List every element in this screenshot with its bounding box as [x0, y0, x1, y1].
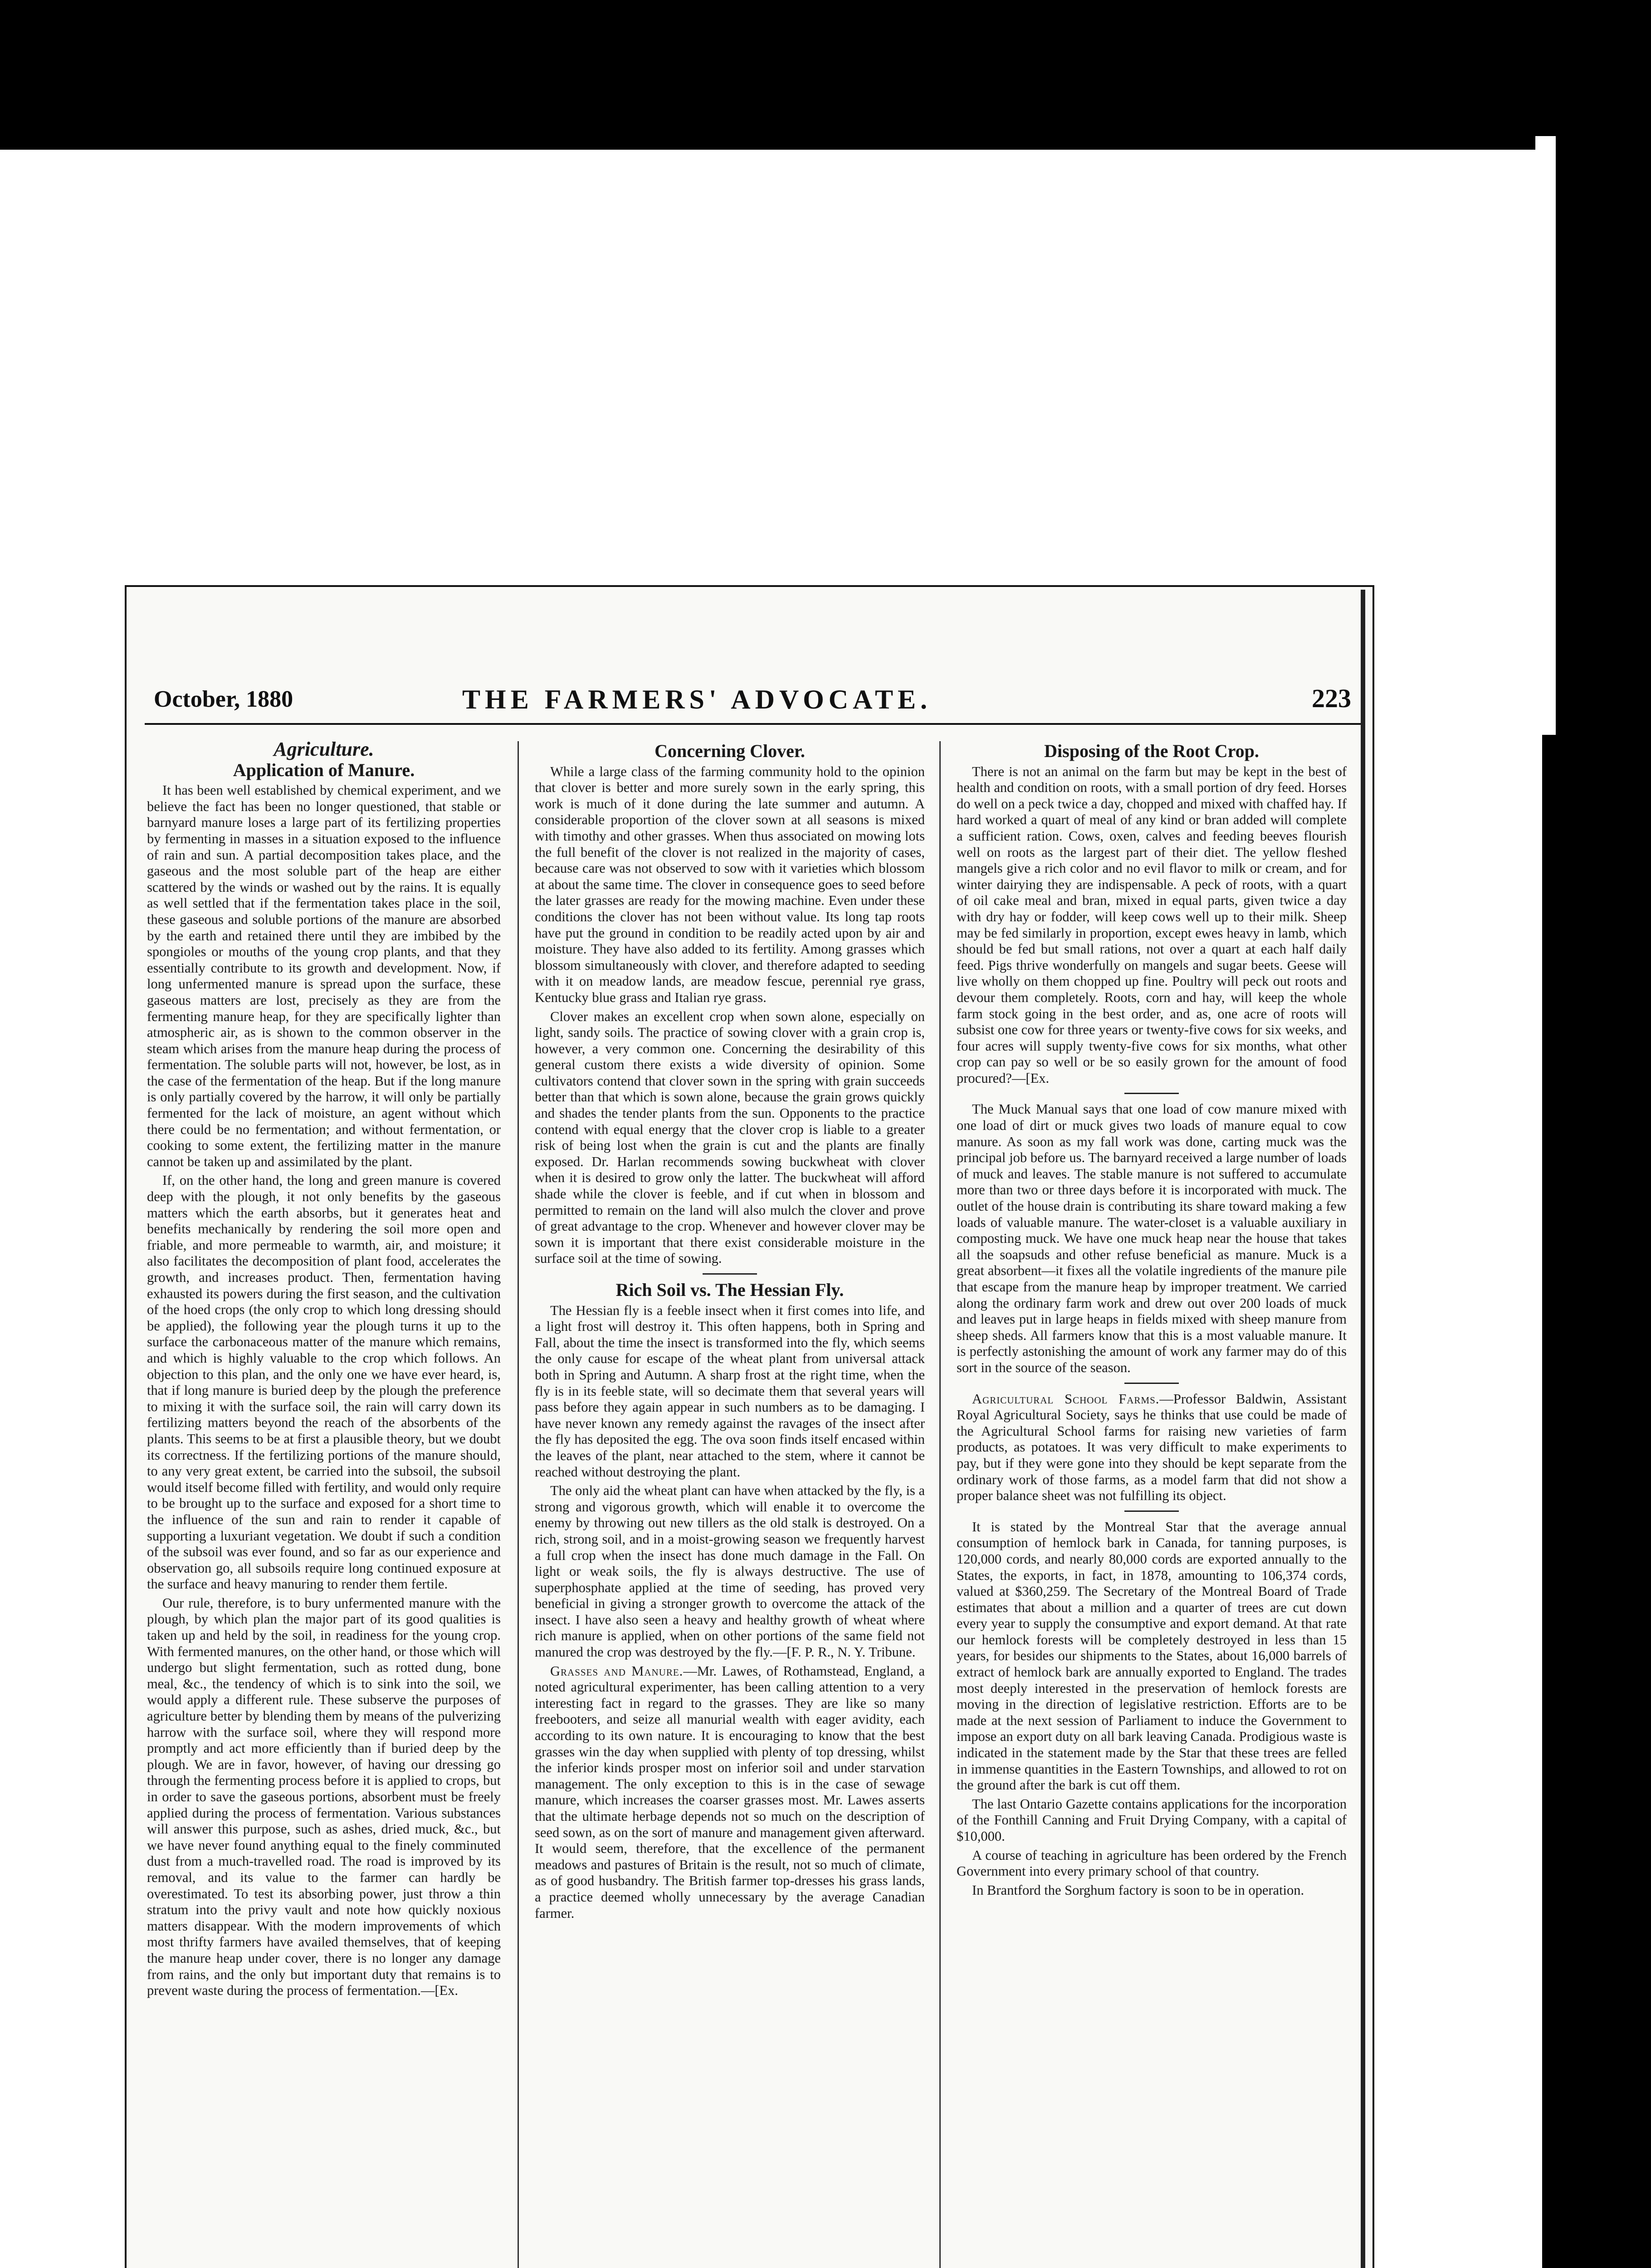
article-paragraph: If, on the other hand, the long and green manure is covered deep with the plough, it not only benefits by the gaseous matters which the earth absorbs, but it generates heat and benefits mechanically by rendering the soil more open and friable, and more permeable to warmth, air, and moisture; it also facilitates the decomposition of plant food, accelerates the growth, and increases product. Then, fermentation having exhausted its powers during the first season, and the cultivation of the hoed crops (the only crop to which long dressing should be applied), the following year the plough turns it up to the surface the carbonaceous matter of the manure which remains, and which is highly valuable to the crop which follows. An objection to this plan, and the only one we have ever heard, is, that if long manure is buried deep by the plough the preference to mixing it with the surface soil, the rain will carry down its fertilizing matters beyond the reach of the absorbents of the plants. This seems to be at first a plausible theory, but we doubt its correctness. If the fertilizing portions of the manure should, to any very great extent, be carried into the subsoil, the subsoil would itself become filled with fertility, and would only require to be brought up to the surface and exposed for a short time to the influence of the sun and rain to render it capable of supporting a luxuriant vegetation. We doubt if such a condition of the subsoil was ever found, and so far as our experience and observation go, all subsoils require long continued exposure at the surface and heavy manuring to render them fertile. [147, 1173, 501, 1592]
divider [1124, 1383, 1179, 1384]
divider [703, 1273, 757, 1275]
newspaper-page [125, 585, 1374, 2268]
divider [1124, 1093, 1179, 1094]
page-number: 223 [1312, 684, 1351, 713]
article-title: Rich Soil vs. The Hessian Fly. [615, 1280, 844, 1300]
article-paragraph: The Hessian fly is a feeble insect when it first comes into life, and a light frost will destroy it. This often happens, both in Spring and Fall, about the time the insect is transformed into the fly, which seems the only cause for escape of the wheat plant from universal attack both in Spring and Autumn. A sharp frost at the right time, when the fly is in its feeble state, will so decimate them that several years will pass before they again appear in such numbers as to be damaging. I have never known any remedy against the ravages of the insect after the fly has deposited the egg. The ova soon finds itself encased within the leaves of the plant, near attached to the stem, where it cannot be reached without destroying the plant. [535, 1302, 925, 1480]
article-paragraph: Our rule, therefore, is to bury unfermented manure with the plough, by which plan the major part of its good qualities is taken up and held by the soil, in readiness for the young crop. With fermented manures, on the other hand, or those which will undergo but slight fermentation, such as rotted dung, bone meal, &c., the tendency of which is to sink into the soil, we would apply a different rule. These subserve the purposes of agriculture better by blending them by means of the pulverizing harrow with the surface soil, where they will respond more promptly and act more efficiently than if buried deep by the plough. We are in favor, however, of having our dressing go through the fermenting process before it is applied to crops, but in order to save the gaseous portions, absorbent must be freely applied during the process of fermentation. Various substances will answer this purpose, such as ashes, dried muck, &c., but we have never found anything equal to the finely comminuted dust from a much-travelled road. The road is improved by its removal, and its value to the farmer can hardly be overestimated. To test its absorbing power, just throw a thin stratum into the privy vault and note how quickly noxious matters disappear. With the modern improvements of which most thrifty farmers have availed themselves, that of keeping the manure heap under cover, there is no longer any damage from rains, and the only but important duty that remains is to prevent waste during the process of fermentation.—[Ex. [147, 1595, 501, 1999]
header-title: THE FARMERS' ADVOCATE. [462, 684, 932, 714]
article-paragraph: The only aid the wheat plant can have when attacked by the fly, is a strong and vigorous growth, which will enable it to overcome the enemy by throwing out new tillers as the old stalk is destroyed. On a rich, strong soil, and in a moist-growing season we frequently harvest a full crop when the insect has done much damage in the Fall. On light or weak soils, the fly is always destructive. The use of superphosphate applied at the time of seeding, has proved very beneficial in giving a stronger growth to overcome the attack of the insect. I have also seen a heavy and healthy growth of wheat where rich manure is applied, when on other portions of the same field not manured the crop was destroyed by the fly.—[F. P. R., N. Y. Tribune. [535, 1483, 925, 1660]
header-rule [145, 723, 1365, 725]
article-paragraph: In Brantford the Sorghum factory is soon to be in operation. [972, 1882, 1304, 1898]
page-edge-shadow [1361, 590, 1365, 2268]
inline-heading: Grasses and Manure. [550, 1663, 684, 1679]
column-2 [535, 741, 925, 1924]
column-3 [957, 741, 1347, 1901]
column-rule [518, 741, 519, 2268]
article-title: Disposing of the Root Crop. [1044, 741, 1259, 761]
article-paragraph: Clover makes an excellent crop when sown alone, especially on light, sandy soils. The practice of sowing clover with a grain crop is, however, a very common one. Concerning the desirability of this general custom there exists a wide diversity of opinion. Some cultivators contend that clover sown in the spring with grain succeeds better than that which is sown alone, because the grain grows quickly and shades the tender plants from the sun. Opponents to the practice contend with equal energy that the clover crop is liable to a greater risk of being lost when the grain is cut and the plants are finally exposed. Dr. Harlan recommends sowing buckwheat with clover when it is desired to grow only the latter. The buckwheat will afford shade while the clover is feeble, and if cut when in blossom and permitted to remain on the land will also mulch the clover and prove of great advantage to the crop. Whenever and however clover may be sown it is important that there exist considerable moisture in the surface soil at the time of sowing. [535, 1008, 925, 1266]
inline-text: —Mr. Lawes, of Rothamstead, England, a noted agricultural experimenter, has been calling attention to a very interesting fact in regard to the grasses. They are like so many freebooters, and seize all manurial wealth with eager avidity, each according to its own nature. It is encouraging to know that the best grasses win the day when supplied with plenty of top dressing, whilst the inferior kinds prosper most on inferior soil and under starvation management. The only exception to this is in the case of sewage manure, which increases the coarser grasses most. Mr. Lawes asserts that the ultimate herbage depends not so much on the description of seed sown, as on the sort of manure and management given afterward. It would seem, therefore, that the excellence of the permanent meadows and pastures of Britain is the result, not so much of climate, as of good husbandry. The British farmer top-dresses his grass lands, a practice deemed wholly unnecessary by the average Canadian farmer. [535, 1663, 925, 1921]
article-paragraph: The last Ontario Gazette contains applications for the incorporation of the Fonthill Canning and Fruit Drying Company, with a capital of $10,000. [957, 1796, 1347, 1844]
article-paragraph: The Muck Manual says that one load of cow manure mixed with one load of dirt or muck gives two loads of manure equal to cow manure. As soon as my fall work was done, carting muck was the principal job before us. The barnyard received a large number of loads of muck and leaves. The stable manure is not suffered to accumulate more than two or three days before it is incorporated with muck. The outlet of the house drain is contributing its share toward making a few loads of valuable manure. The water-closet is a valuable auxiliary in composting muck. We have one muck heap near the house that takes all the soapsuds and other refuse beneficial as manure. Muck is a great absorbent—it fixes all the volatile ingredients of the manure pile that escape from the manure heap by improper treatment. We carried along the ordinary farm work and drew out over 200 loads of muck and leaves put in large heaps in fields mixed with sheep manure from sheep sheds. All farmers know that this is a most valuable manure. It is perfectly astonishing the amount of work any farmer may do of this sort in the source of the season. [957, 1101, 1347, 1375]
article-paragraph: It is stated by the Montreal Star that the average annual consumption of hemlock bark in Canada, for tanning purposes, is 120,000 cords, and nearly 80,000 cords are exported annually to the States, the exports, in fact, in 1878, amounting to 106,374 cords, valued at $360,259. The Secretary of the Montreal Board of Trade estimates that about a million and a quarter of trees are cut down every year to supply the consumptive and export demand. At that rate our hemlock forests will be completely destroyed in less than 15 years, for besides our shipments to the States, about 16,000 barrels of extract of hemlock bark are annually exported to England. The trades most deeply interested in the preservation of hemlock forests are moving in the direction of legislative restriction. Efforts are to be made at the next session of Parliament to induce the Government to impose an export duty on all bark leaving Canada. Prodigious waste is indicated in the statement made by the Star that these trees are felled in immense quantities in the Eastern Townships, and allowed to rot on the ground after the bark is cut off them. [957, 1519, 1347, 1793]
header-date: October, 1880 [154, 686, 293, 712]
column-1 [147, 738, 501, 2002]
article-paragraph: It has been well established by chemical experiment, and we believe the fact has been no longer questioned, that stable or barnyard manure loses a large part of its fertilizing properties by fermenting in masses in a situation exposed to the influence of rain and sun. A partial decomposition takes place, and the gaseous and the most soluble part of the heap are either scattered by the winds or washed out by the rains. It is equally as well settled that if the fermentation takes place in the soil, these gaseous and soluble portions of the manure are absorbed by the earth and retained there until they are imbibed by the spongioles or mouths of the young crop plants, and that they essentially contribute to its growth and development. Now, if long unfermented manure is spread upon the surface, these gaseous matters are lost, precisely as they are from the fermenting manure heap, for they are specifically lighter than atmospheric air, as is shown to the common observer in the steam which arises from the manure heap during the process of fermentation. The soluble parts will not, however, be lost, as in the case of the fermentation of the heap. But if the long manure is only partially covered by the harrow, it will only be partially fermented for the lack of moisture, an agent without which there could be no fermentation; and without fermentation, or cooking to some extent, the fertilizing matter in the manure cannot be taken up and assimilated by the plant. [147, 782, 501, 1169]
inline-heading: Agricultural School Farms. [972, 1391, 1160, 1407]
scan-edge [1535, 136, 1556, 735]
article-paragraph: There is not an animal on the farm but may be kept in the best of health and condition on roots, with a small portion of dry feed. Horses do well on a peck twice a day, chopped and mixed with chaffed hay. If hard worked a quart of meal of any kind or bran added will complete a sufficient ration. Cows, oxen, calves and feeding beeves flourish well on roots as the largest part of their diet. The yellow fleshed mangels give a rich color and no evil flavor to milk or cream, and for winter dairying they are indispensable. A peck of roots, with a quart of oil cake meal and bran, mixed in equal parts, given twice a day with dry hay or fodder, will keep cows well up to their milk. Sheep may be fed similarly in proportion, except ewes heavy in lamb, which should be fed but small rations, not over a quart at each half daily feed. Pigs thrive wonderfully on mangels and sugar beets. Geese will live wholly on them chopped up fine. Poultry will peck out roots and devour them completely. Roots, corn and hay, will keep the whole farm stock going in the best order, and as, one acre of roots will subsist one cow for three years or twenty-five cows for six weeks, and four acres will supply twenty-five cows for six months, what other crop can pay so well or be so easily grown for the amount of food procured?—[Ex. [957, 763, 1347, 1086]
column-rule [939, 741, 941, 2268]
article-paragraph [535, 1663, 925, 1922]
page-header [154, 686, 1351, 722]
article-paragraph [957, 1391, 1347, 1504]
article-paragraph: A course of teaching in agriculture has been ordered by the French Government into every primary school of that country. [957, 1847, 1347, 1879]
page-margin [0, 585, 125, 2268]
divider [1124, 1510, 1179, 1512]
article-paragraph: While a large class of the farming community hold to the opinion that clover is better and more surely sown in the early spring, this work is much of it done during the late summer and autumn. A considerable proportion of the clover sown at all seasons is mixed with timothy and other grasses. When thus associated on mowing lots the full benefit of the clover is not realized in the majority of cases, because care was not observed to sow with it varieties which blossom at about the same time. The clover in consequence goes to seed before the later grasses are ready for the mowing machine. Even under these conditions the clover has not been without value. Its long tap roots have put the ground in condition to be readily acted upon by air and moisture. They have also added to its fertility. Among grasses which blossom simultaneously with clover, and therefore adapted to seeding with it on meadow lands, are meadow fescue, perennial rye grass, Kentucky blue grass and Italian rye grass. [535, 763, 925, 1005]
section-title: Agriculture. [274, 738, 374, 760]
inline-text: —Professor Baldwin, Assistant Royal Agricultural Society, says he thinks that use could be made of the Agricultural School farms for raising new varieties of farm products, as potatoes. It was very difficult to make experiments to pay, but if they were gone into they should be kept separate from the ordinary work of those farms, as a model farm that did not show a proper balance sheet was not fulfilling its object. [957, 1391, 1347, 1504]
article-title: Application of Manure. [233, 759, 415, 780]
article-title: Concerning Clover. [655, 741, 805, 761]
